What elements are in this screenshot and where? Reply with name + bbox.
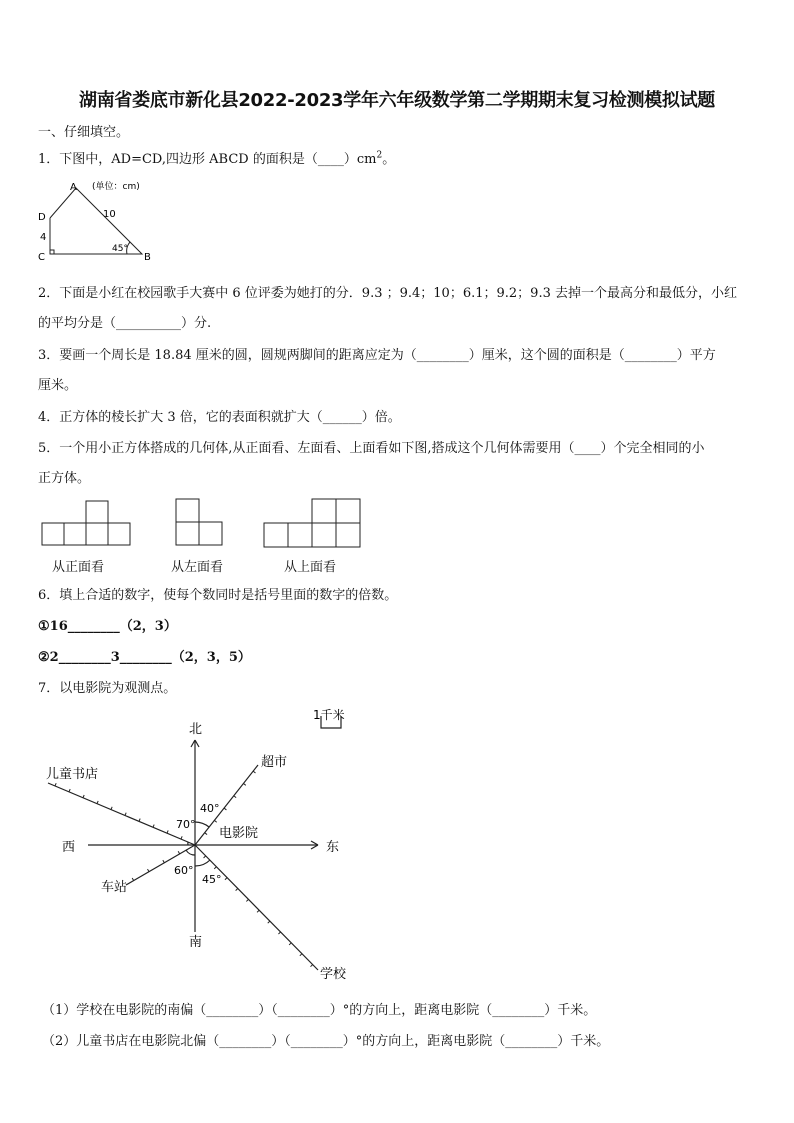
arc-40	[195, 822, 209, 827]
question-6-item-1-text: 16________（2，3）	[49, 619, 177, 634]
distance-tick	[55, 783, 56, 786]
distance-tick	[311, 965, 313, 967]
question-3-line2: 厘米。	[38, 378, 78, 393]
station-label: 车站	[101, 880, 128, 895]
north-label: 北	[189, 722, 203, 737]
vertex-a: A	[70, 182, 77, 193]
distance-tick	[236, 888, 238, 890]
question-7-sub-2: （2）儿童书店在电影院北偏（________）（________）°的方向上，距离电影院（________）千米。	[42, 1034, 610, 1049]
distance-tick	[125, 813, 126, 816]
cinema-label: 电影院	[219, 826, 259, 841]
question-6: 6．填上合适的数字，使每个数同时是括号里面的数字的倍数。	[38, 588, 398, 603]
ray-school	[195, 845, 318, 970]
vertex-b: B	[144, 252, 151, 263]
height-label: 4	[40, 232, 47, 243]
circled-two: ②	[38, 650, 50, 665]
distance-tick	[83, 795, 84, 798]
question-7: 7．以电影院为观测点。	[38, 681, 177, 696]
distance-tick	[153, 825, 154, 828]
arc-60	[186, 850, 195, 855]
ray-bookstore	[48, 783, 195, 845]
top-view-label: 从上面看	[284, 560, 337, 575]
question-5-line2: 正方体。	[38, 471, 91, 486]
distance-tick	[204, 856, 206, 858]
distance-tick	[224, 808, 226, 810]
distance-tick	[268, 921, 270, 923]
angle-40-label: 40°	[200, 802, 220, 815]
question-2-line2: 的平均分是（__________）分.	[38, 316, 212, 331]
supermarket-label: 超市	[261, 755, 288, 770]
arc-45	[195, 860, 210, 866]
distance-tick	[97, 801, 98, 804]
question-2-line1: 2．下面是小红在校园歌手大赛中 6 位评委为她打的分．9.3 ；9.4；10；6.1；9.2；9.3 去掉一个最高分和最低分，小红	[38, 286, 737, 301]
distance-tick	[147, 869, 149, 872]
front-view-label: 从正面看	[52, 560, 105, 575]
question-5-line1: 5．一个用小正方体搭成的几何体,从正面看、左面看、上面看如下图,搭成这个几何体需要用（____）个完全相同的小	[38, 441, 705, 456]
distance-tick	[111, 807, 112, 810]
distance-tick	[139, 819, 140, 822]
distance-tick	[132, 878, 134, 881]
distance-tick	[278, 932, 280, 934]
distance-tick	[300, 954, 302, 956]
distance-tick	[225, 878, 227, 880]
distance-tick	[163, 860, 165, 863]
west-label: 西	[62, 840, 76, 855]
angle-45-label: 45°	[202, 873, 222, 886]
east-label: 东	[326, 840, 340, 855]
distance-tick	[178, 851, 180, 854]
section-heading: 一、仔细填空。	[38, 125, 130, 140]
distance-tick	[214, 820, 216, 822]
page-title: 湖南省娄底市新化县2022-2023学年六年级数学第二学期期末复习检测模拟试题	[79, 90, 715, 111]
bookstore-label: 儿童书店	[46, 767, 99, 782]
vertex-d: D	[38, 212, 46, 223]
question-4: 4．正方体的棱长扩大 3 倍，它的表面积就扩大（______）倍。	[38, 410, 401, 425]
left-view-label: 从左面看	[171, 560, 224, 575]
distance-tick	[246, 899, 248, 901]
scale-label: 1千米	[313, 708, 345, 722]
question-6-item-2-text: 2________3________（2，3，5）	[49, 650, 251, 665]
school-label: 学校	[320, 967, 347, 982]
vertex-c: C	[38, 252, 45, 263]
distance-tick	[181, 836, 182, 839]
angle-label: 45°	[112, 244, 128, 254]
question-1-sup: 2	[376, 150, 383, 161]
distance-tick	[234, 796, 236, 798]
question-3-line1: 3．要画一个周长是 18.84 厘米的圆，圆规两脚间的距离应定为（________）厘米，这个圆的面积是（________）平方	[38, 348, 716, 363]
question-1-end: 。	[382, 152, 396, 167]
north-arrow-right	[195, 740, 199, 747]
distance-tick	[289, 943, 291, 945]
question-7-sub-1: （1）学校在电影院的南偏（________）（________）°的方向上，距离电影院（________）千米。	[42, 1003, 597, 1018]
distance-tick	[214, 867, 216, 869]
circled-one: ①	[38, 619, 50, 634]
angle-70-label: 70°	[176, 818, 196, 831]
question-1-text: 1．下图中，AD=CD,四边形 ABCD 的面积是（____）cm	[38, 152, 377, 167]
south-label: 南	[189, 935, 203, 950]
distance-tick	[69, 789, 70, 792]
unit-label: (单位：cm)	[92, 182, 140, 192]
distance-tick	[205, 833, 207, 835]
side-length: 10	[103, 209, 116, 220]
distance-tick	[167, 830, 168, 833]
distance-tick	[257, 910, 259, 912]
distance-tick	[243, 783, 245, 785]
distance-tick	[253, 771, 255, 773]
angle-60-label: 60°	[174, 864, 194, 877]
